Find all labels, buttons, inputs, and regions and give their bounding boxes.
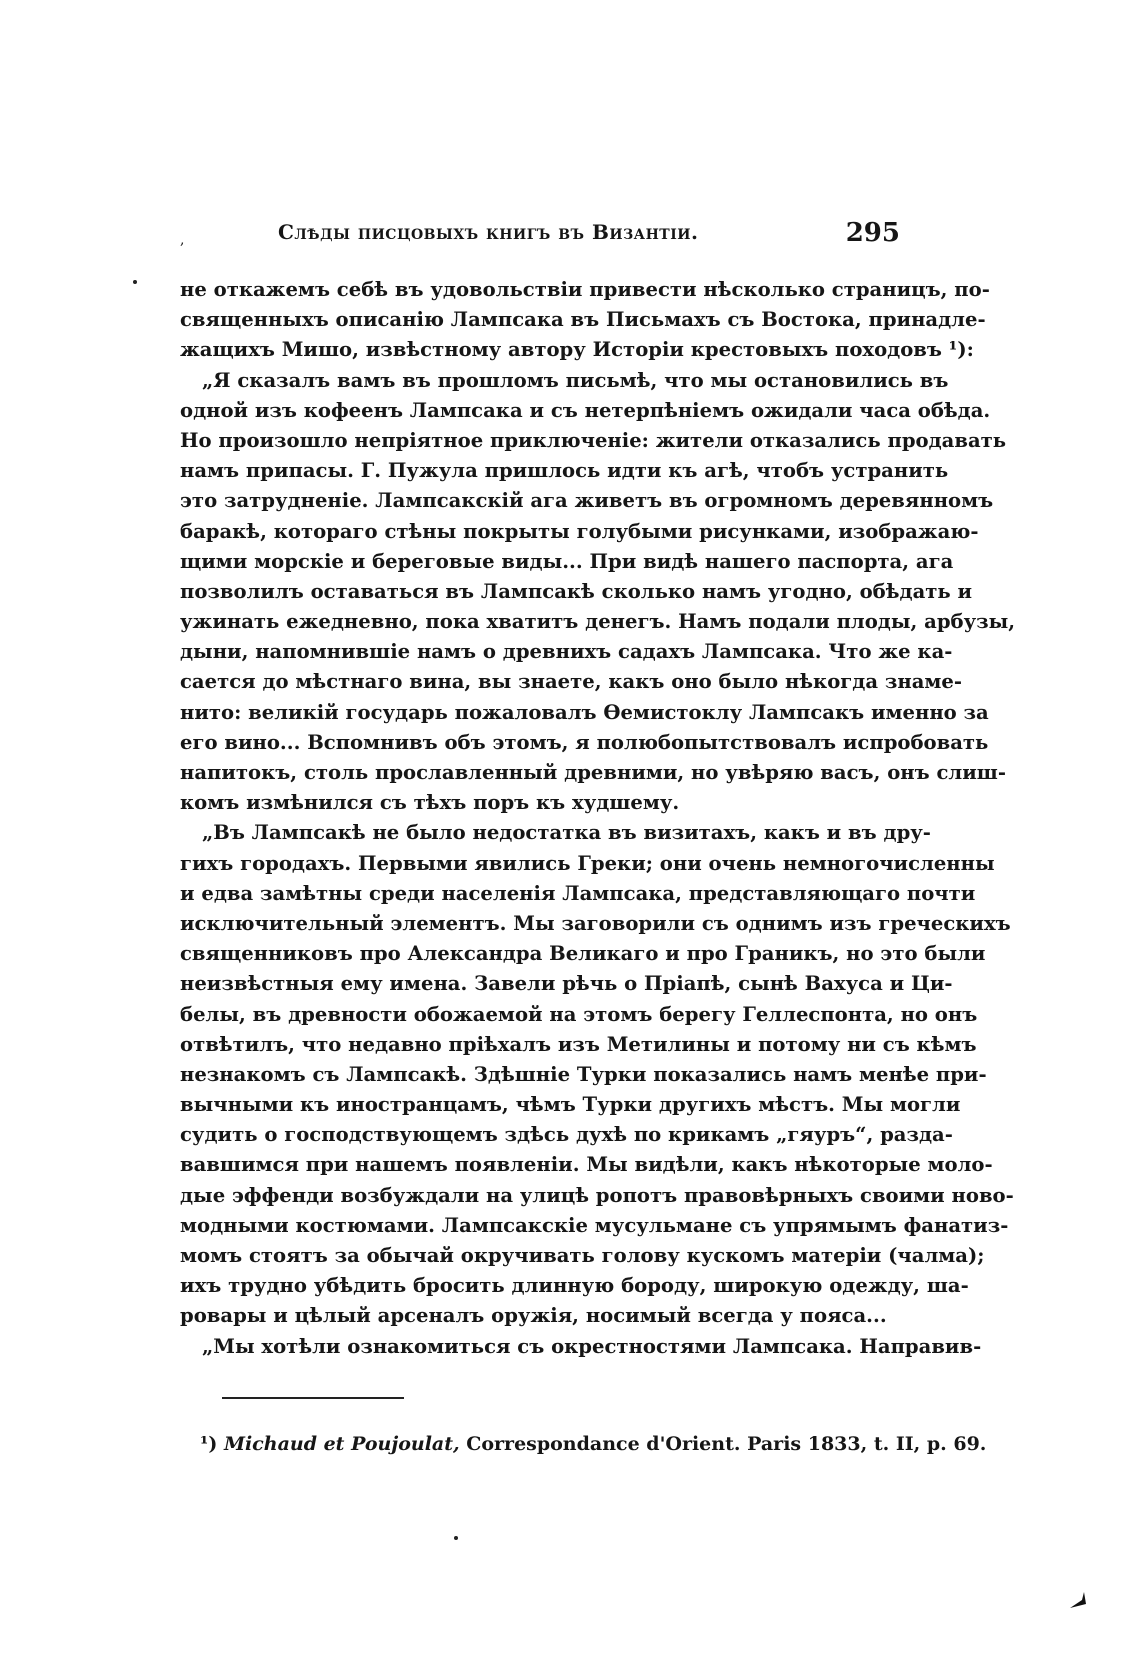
text-line: это затрудненіе. Лампсакскій ага живетъ въ огромномъ деревянномъ (180, 489, 994, 513)
text-line: баракѣ, котораго стѣны покрыты голубыми рисунками, изображаю- (180, 519, 979, 543)
text-line: ихъ трудно убѣдить бросить длинную бороду, широкую одежду, ша- (180, 1274, 969, 1298)
text-line: щими морскіе и береговые виды... При видѣ нашего паспорта, ага (180, 549, 954, 573)
text-line: намъ припасы. Г. Пужула пришлось идти къ агѣ, чтобъ устранить (180, 459, 949, 483)
ink-speck (133, 280, 137, 284)
text-line: „Мы хотѣли ознакомиться съ окрестностями Лампсака. Направив- (202, 1334, 982, 1358)
footnote-authors: Michaud et Poujoulat, (223, 1433, 460, 1455)
text-line: напитокъ, столь прославленный древними, но увѣряю васъ, онъ слиш- (180, 761, 1006, 784)
footnote-divider (222, 1397, 404, 1399)
text-line: его вино... Вспомнивъ объ этомъ, я полюбопытствовалъ испробовать (180, 730, 989, 754)
text-line: судить о господствующемъ здѣсь духѣ по крикамъ „гяуръ“, разда- (180, 1123, 953, 1147)
text-line: момъ стоятъ за обычай окручивать голову кускомъ матеріи (чалма); (180, 1244, 985, 1267)
footnote-citation: Correspondance d'Orient. Paris 1833, t. II, p. 69. (466, 1433, 987, 1455)
footnote-marker: ¹) (200, 1433, 218, 1455)
footnote (200, 1433, 987, 1455)
text-line: одной изъ кофеенъ Лампсака и съ нетерпѣніемъ ожидали часа обѣда. (180, 398, 991, 422)
page-header (180, 218, 900, 252)
main-text (180, 275, 1016, 1362)
text-line: модными костюмами. Лампсакскіе мусульмане съ упрямымъ фанатиз- (180, 1213, 1009, 1237)
text-line: ужинать ежедневно, пока хватитъ денегъ. Намъ подали плоды, арбузы, (180, 610, 1016, 634)
text-line: и едва замѣтны среди населенія Лампсака, представляющаго почти (180, 881, 976, 905)
text-line: нито: великій государь пожаловалъ Ѳемистоклу Лампсакъ именно за (180, 700, 989, 724)
text-line: священныхъ описанію Лампсака въ Письмахъ съ Востока, принадле- (180, 308, 986, 332)
ink-speck (454, 1536, 458, 1540)
text-line: комъ измѣнился съ тѣхъ поръ къ худшему. (180, 791, 680, 815)
running-title: Слѣды писцовыхъ книгъ въ Византіи. (278, 220, 699, 244)
decorative-mark: , (180, 232, 185, 248)
text-line: сается до мѣстнаго вина, вы знаете, какъ оно было нѣкогда знаме- (180, 670, 963, 694)
text-line: Но произошло непріятное приключеніе: жители отказались продавать (180, 428, 1007, 452)
text-line: гихъ городахъ. Первыми явились Греки; они очень немногочисленны (180, 851, 995, 875)
text-line: „Я сказалъ вамъ въ прошломъ письмѣ, что мы остановились въ (202, 368, 949, 392)
text-line: неизвѣстныя ему имена. Завели рѣчь о Пріапѣ, сынѣ Вахуса и Ци- (180, 972, 953, 996)
text-line: незнакомъ съ Лампсакѣ. Здѣшніе Турки показались намъ менѣе при- (180, 1062, 987, 1086)
text-line: отвѣтилъ, что недавно пріѣхалъ изъ Метилины и потому ни съ кѣмъ (180, 1032, 977, 1056)
text-line: не откажемъ себѣ въ удовольствіи привести нѣсколько страницъ, по- (180, 278, 990, 301)
page-number: 295 (845, 218, 900, 248)
corner-ink-mark (1068, 1590, 1090, 1612)
text-line: священниковъ про Александра Великаго и про Граникъ, но это были (180, 942, 986, 966)
text-line: дыни, напомнившіе намъ о древнихъ садахъ Лампсака. Что же ка- (180, 640, 953, 664)
text-line: вычными къ иностранцамъ, чѣмъ Турки другихъ мѣстъ. Мы могли (180, 1093, 961, 1117)
text-line: исключительный элементъ. Мы заговорили съ однимъ изъ греческихъ (180, 911, 1011, 935)
text-line: позволилъ оставаться въ Лампсакѣ сколько намъ угодно, обѣдать и (180, 579, 973, 603)
text-line: вавшимся при нашемъ появленіи. Мы видѣли, какъ нѣкоторые моло- (180, 1153, 993, 1177)
text-line: „Въ Лампсакѣ не было недостатка въ визитахъ, какъ и въ дру- (202, 821, 931, 845)
text-line: белы, въ древности обожаемой на этомъ берегу Геллеспонта, но онъ (180, 1002, 978, 1026)
text-line: дые эффенди возбуждали на улицѣ ропотъ правовѣрныхъ своими ново- (180, 1183, 1014, 1207)
text-line: жащихъ Мишо, извѣстному автору Исторіи крестовыхъ походовъ ¹): (180, 338, 974, 362)
text-line: ровары и цѣлый арсеналъ оружія, носимый всегда у пояса... (180, 1304, 887, 1328)
